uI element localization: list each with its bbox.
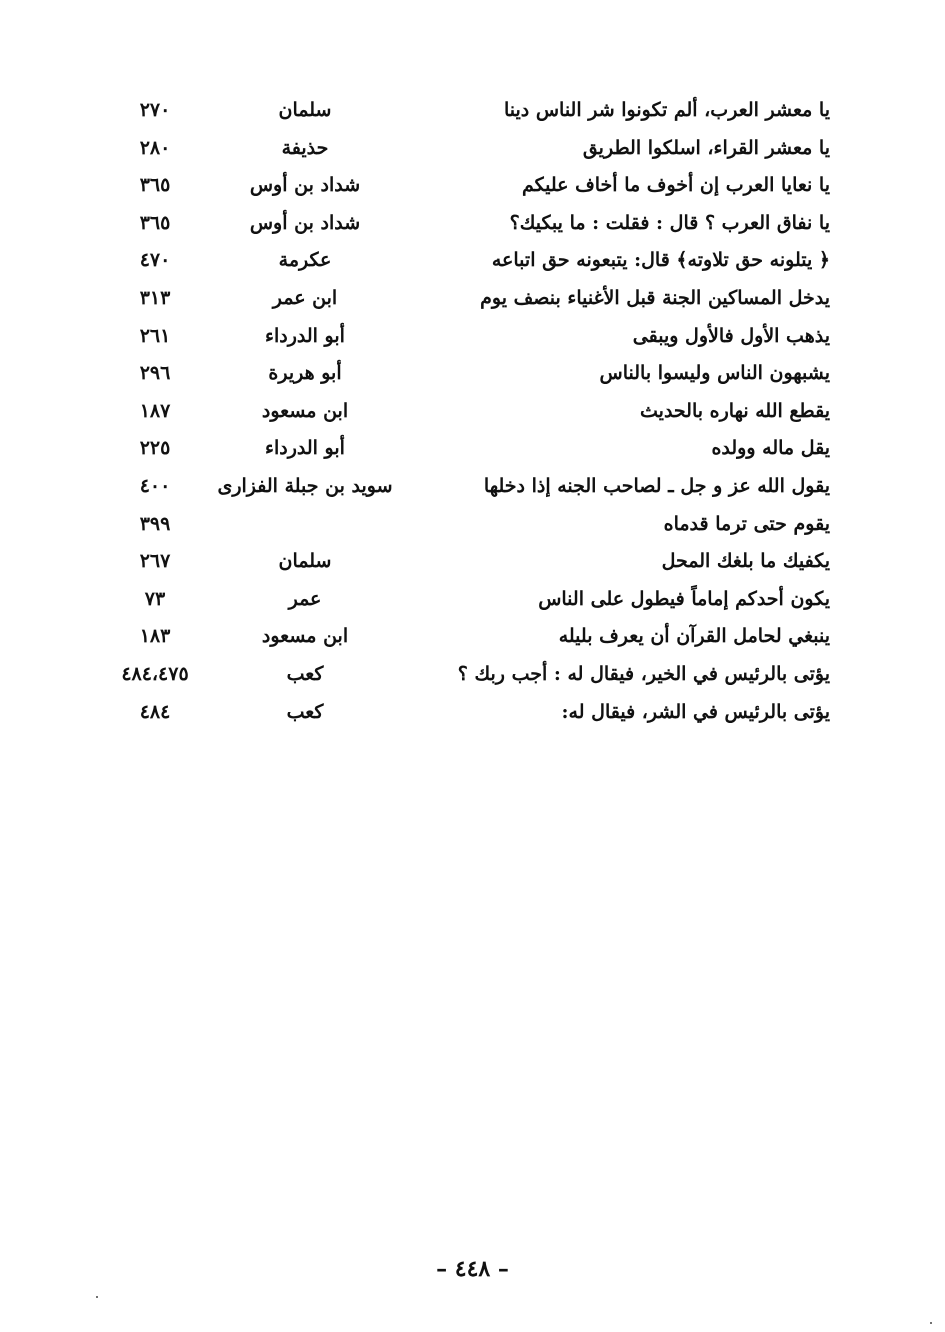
narrator-name: حذيفة — [281, 136, 329, 159]
page-reference: ٣٦٥ — [139, 211, 171, 234]
narrator-name: سلمان — [278, 550, 332, 573]
index-row — [100, 205, 830, 243]
page-reference: ٢٨٠ — [139, 136, 171, 159]
page-reference: ٢٦١ — [139, 324, 171, 347]
narrator-name: ابن عمر — [272, 286, 338, 309]
page-reference: ٢٧٠ — [139, 99, 171, 121]
index-row — [100, 694, 830, 732]
narrator-name: سويد بن جبلة الفزارى — [217, 474, 393, 497]
page-reference: ٣٦٥ — [139, 174, 171, 197]
index-row — [100, 393, 830, 431]
hadith-text: يكون أحدكم إماماً فيطول على الناس — [538, 587, 830, 610]
index-row — [100, 318, 830, 356]
page-reference: ٤٨٤ — [139, 700, 171, 723]
page-reference: ١٨٣ — [139, 625, 171, 648]
narrator-name: ابن مسعود — [261, 399, 349, 422]
page-reference: ٤٠٠ — [139, 474, 171, 497]
hadith-text: ينبغي لحامل القرآن أن يعرف بليله — [558, 625, 830, 648]
index-row — [100, 468, 830, 506]
hadith-text: يؤتى بالرئيس في الخير، فيقال له : أجب ربك ؟ — [457, 662, 830, 685]
index-row — [100, 92, 830, 130]
hadith-text: يشبهون الناس وليسوا بالناس — [599, 362, 830, 385]
narrator-name: أبو الدرداء — [265, 324, 345, 347]
page-reference: ٢٦٧ — [139, 550, 171, 573]
narrator-name: أبو الدرداء — [265, 437, 345, 460]
index-row — [100, 242, 830, 280]
index-row — [100, 280, 830, 318]
page-reference: ٤٨٤،٤٧٥ — [121, 662, 189, 685]
page-number: – ٤٤٨ – — [436, 1256, 509, 1282]
hadith-text: يقول الله عز و جل ـ لصاحب الجنه إذا دخلها — [483, 474, 830, 497]
index-row — [100, 506, 830, 544]
hadith-text: يدخل المساكين الجنة قبل الأغنياء بنصف يوم — [480, 286, 830, 309]
hadith-text: يذهب الأول فالأول ويبقى — [632, 324, 830, 347]
page-reference: ٣١٣ — [139, 286, 171, 309]
page-reference: ٢٢٥ — [139, 437, 171, 460]
page-reference: ٢٩٦ — [139, 362, 171, 385]
index-row — [100, 618, 830, 656]
narrator-name: كعب — [286, 700, 324, 723]
index-row — [100, 430, 830, 468]
scan-speck — [930, 1322, 932, 1324]
hadith-text: يا نعايا العرب إن أخوف ما أخاف عليكم — [521, 174, 830, 197]
page-reference: ٣٩٩ — [139, 512, 171, 535]
narrator-name: أبو هريرة — [268, 362, 342, 385]
hadith-text: يا نفاق العرب ؟ قال : فقلت : ما يبكيك؟ — [509, 211, 830, 234]
hadith-text: ﴿ يتلونه حق تلاوته﴾ قال: يتبعونه حق اتباعه — [491, 249, 830, 272]
narrator-name: عمر — [288, 587, 322, 610]
narrator-name: شداد بن أوس — [249, 211, 361, 234]
scan-speck — [96, 1296, 98, 1298]
narrator-name: كعب — [286, 662, 324, 685]
hadith-text: يكفيك ما بلغك المحل — [661, 550, 830, 573]
narrator-name: عكرمة — [278, 249, 332, 272]
index-row — [100, 656, 830, 694]
page-reference: ٧٣ — [144, 587, 166, 610]
narrator-name: سلمان — [278, 99, 332, 121]
index-row — [100, 130, 830, 168]
index-row — [100, 543, 830, 581]
index-row — [100, 355, 830, 393]
narrator-name: شداد بن أوس — [249, 174, 361, 197]
hadith-text: يا معشر العرب، ألم تكونوا شر الناس دينا — [503, 99, 830, 121]
hadith-text: يا معشر القراء، اسلكوا الطريق — [582, 136, 830, 159]
page-reference: ١٨٧ — [139, 399, 171, 422]
hadith-text: يقوم حتى ترما قدماه — [663, 512, 830, 535]
page-reference: ٤٧٠ — [139, 249, 171, 272]
index-row — [100, 167, 830, 205]
hadith-index-table — [100, 92, 830, 731]
index-row — [100, 581, 830, 619]
hadith-text: يؤتى بالرئيس في الشر، فيقال له: — [561, 700, 830, 723]
hadith-text: يقل ماله وولده — [711, 437, 830, 460]
hadith-text: يقطع الله نهاره بالحديث — [640, 399, 830, 422]
narrator-name: ابن مسعود — [261, 625, 349, 648]
